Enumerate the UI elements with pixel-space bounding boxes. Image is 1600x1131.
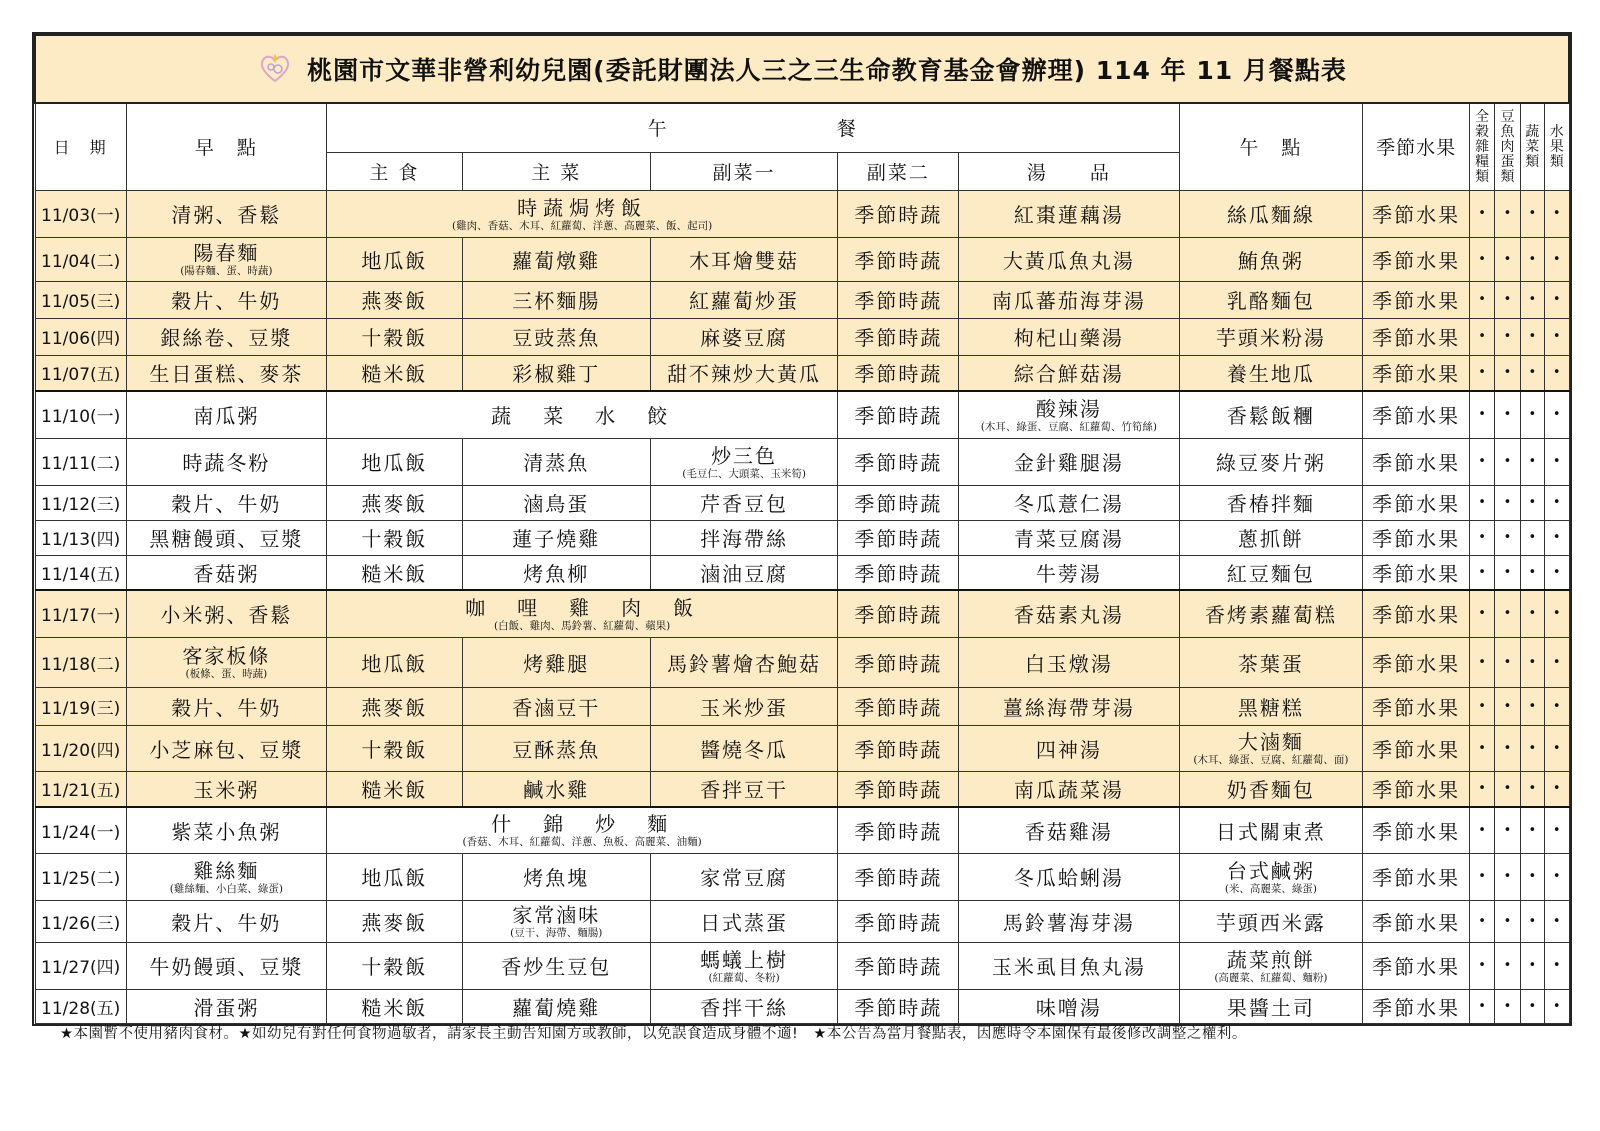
- food-group-dot: •: [1544, 318, 1569, 355]
- cell-snack: 絲瓜麵線: [1179, 190, 1363, 237]
- cell-side2: 季節時蔬: [838, 771, 959, 807]
- cell-snack: 綠豆麥片粥: [1179, 438, 1363, 485]
- cell-snack: 果醬土司: [1179, 989, 1363, 1023]
- food-group-dot: •: [1520, 237, 1544, 281]
- cell-staple: 十穀飯: [326, 318, 462, 355]
- food-group-dot: •: [1469, 900, 1494, 942]
- food-group-dot: •: [1495, 687, 1520, 725]
- cell-side2: 季節時蔬: [838, 391, 959, 438]
- cell-side1: 日式蒸蛋: [650, 900, 838, 942]
- menu-row: [35, 355, 1569, 391]
- cell-snack: 香鬆飯糰: [1179, 391, 1363, 438]
- cell-fruit: 季節水果: [1363, 942, 1470, 989]
- cell-side2: 季節時蔬: [838, 942, 959, 989]
- food-group-dot: •: [1520, 391, 1544, 438]
- cell-date: 11/26(三): [35, 900, 126, 942]
- cell-date: 11/28(五): [35, 989, 126, 1023]
- food-group-dot: •: [1469, 942, 1494, 989]
- cell-breakfast: 黑糖饅頭、豆漿: [126, 520, 326, 555]
- cell-soup: 薑絲海帶芽湯: [959, 687, 1179, 725]
- cell-breakfast: 南瓜粥: [126, 391, 326, 438]
- header-main-dish: 主 菜: [462, 152, 650, 190]
- cell-breakfast: 清粥、香鬆: [126, 190, 326, 237]
- cell-staple: 燕麥飯: [326, 281, 462, 318]
- cell-fruit: 季節水果: [1363, 555, 1470, 590]
- page-title: 桃園市文華非營利幼兒園(委託財團法人三之三生命教育基金會辦理) 114 年 11 月餐點表: [307, 56, 1347, 85]
- cell-main: 清蒸魚: [462, 438, 650, 485]
- food-group-dot: •: [1469, 725, 1494, 771]
- cell-date: 11/19(三): [35, 687, 126, 725]
- cell-soup: 南瓜蔬菜湯: [959, 771, 1179, 807]
- food-group-dot: •: [1495, 637, 1520, 687]
- food-group-dot: •: [1495, 900, 1520, 942]
- menu-row: [35, 942, 1569, 989]
- food-group-dot: •: [1520, 555, 1544, 590]
- cell-side1: 木耳燴雙菇: [650, 237, 838, 281]
- footnote-rights: ★本公告為當月餐點表，因應時令本園保有最後修改調整之權利。: [813, 1026, 1247, 1042]
- header-grains: 全穀雜糧類: [1469, 103, 1494, 190]
- cell-fruit: 季節水果: [1363, 725, 1470, 771]
- cell-side1: 炒三色 (毛豆仁、大頭菜、玉米筍): [650, 438, 838, 485]
- cell-side2: 季節時蔬: [838, 355, 959, 391]
- cell-staple: 十穀飯: [326, 942, 462, 989]
- cell-side2: 季節時蔬: [838, 555, 959, 590]
- cell-date: 11/27(四): [35, 942, 126, 989]
- food-group-dot: •: [1544, 555, 1569, 590]
- menu-row: [35, 590, 1569, 637]
- cell-soup: 南瓜蕃茄海芽湯: [959, 281, 1179, 318]
- food-group-dot: •: [1520, 853, 1544, 900]
- food-group-dot: •: [1544, 281, 1569, 318]
- header-vegetables: 蔬菜類: [1520, 103, 1544, 190]
- food-group-dot: •: [1469, 687, 1494, 725]
- food-group-dot: •: [1544, 485, 1569, 520]
- cell-breakfast: 雞絲麵 (雞絲麵、小白菜、綠蛋): [126, 853, 326, 900]
- cell-breakfast: 生日蛋糕、麥茶: [126, 355, 326, 391]
- cell-fruit: 季節水果: [1363, 853, 1470, 900]
- cell-snack: 鮪魚粥: [1179, 237, 1363, 281]
- cell-breakfast: 穀片、牛奶: [126, 687, 326, 725]
- cell-fruit: 季節水果: [1363, 771, 1470, 807]
- cell-side1: 香拌豆干: [650, 771, 838, 807]
- food-group-dot: •: [1544, 942, 1569, 989]
- cell-side2: 季節時蔬: [838, 190, 959, 237]
- food-group-dot: •: [1469, 281, 1494, 318]
- menu-row: [35, 485, 1569, 520]
- menu-table: [34, 34, 1570, 1024]
- header-date: 日 期: [35, 103, 126, 190]
- cell-fruit: 季節水果: [1363, 438, 1470, 485]
- cell-staple: 地瓜飯: [326, 438, 462, 485]
- cell-snack: 香烤素蘿蔔糕: [1179, 590, 1363, 637]
- cell-snack: 茶葉蛋: [1179, 637, 1363, 687]
- food-group-dot: •: [1544, 687, 1569, 725]
- menu-row: [35, 281, 1569, 318]
- cell-side2: 季節時蔬: [838, 590, 959, 637]
- cell-soup: 四神湯: [959, 725, 1179, 771]
- cell-snack: 乳酪麵包: [1179, 281, 1363, 318]
- cell-soup: 味噌湯: [959, 989, 1179, 1023]
- cell-date: 11/11(二): [35, 438, 126, 485]
- food-group-dot: •: [1495, 190, 1520, 237]
- cell-soup: 冬瓜蛤蜊湯: [959, 853, 1179, 900]
- food-group-dot: •: [1520, 438, 1544, 485]
- cell-date: 11/13(四): [35, 520, 126, 555]
- food-group-dot: •: [1520, 590, 1544, 637]
- cell-breakfast: 穀片、牛奶: [126, 900, 326, 942]
- cell-main: 烤雞腿: [462, 637, 650, 687]
- cell-fruit: 季節水果: [1363, 900, 1470, 942]
- cell-snack: 日式關東煮: [1179, 807, 1363, 853]
- cell-side2: 季節時蔬: [838, 853, 959, 900]
- menu-row: [35, 520, 1569, 555]
- cell-merged: 咖 哩 雞 肉 飯 (白飯、雞肉、馬鈴薯、紅蘿蔔、蘋果): [326, 590, 838, 637]
- cell-soup: 馬鈴薯海芽湯: [959, 900, 1179, 942]
- cell-date: 11/05(三): [35, 281, 126, 318]
- cell-breakfast: 小米粥、香鬆: [126, 590, 326, 637]
- cell-merged: 蔬 菜 水 餃: [326, 391, 838, 438]
- food-group-dot: •: [1495, 555, 1520, 590]
- cell-soup: 玉米虱目魚丸湯: [959, 942, 1179, 989]
- menu-row: [35, 190, 1569, 237]
- food-group-dot: •: [1544, 771, 1569, 807]
- menu-body: [35, 190, 1569, 1023]
- cell-main: 鹹水雞: [462, 771, 650, 807]
- cell-fruit: 季節水果: [1363, 237, 1470, 281]
- cell-side2: 季節時蔬: [838, 807, 959, 853]
- food-group-dot: •: [1469, 853, 1494, 900]
- cell-breakfast: 穀片、牛奶: [126, 281, 326, 318]
- cell-main: 烤魚柳: [462, 555, 650, 590]
- cell-breakfast: 牛奶饅頭、豆漿: [126, 942, 326, 989]
- food-group-dot: •: [1544, 725, 1569, 771]
- cell-date: 11/25(二): [35, 853, 126, 900]
- food-group-dot: •: [1544, 590, 1569, 637]
- cell-soup: 金針雞腿湯: [959, 438, 1179, 485]
- cell-side2: 季節時蔬: [838, 900, 959, 942]
- cell-date: 11/20(四): [35, 725, 126, 771]
- food-group-dot: •: [1520, 355, 1544, 391]
- food-group-dot: •: [1520, 520, 1544, 555]
- cell-breakfast: 客家板條 (板條、蛋、時蔬): [126, 637, 326, 687]
- header-lunch: 午 餐: [326, 103, 1179, 152]
- cell-snack: 大滷麵 (木耳、綠蛋、豆腐、紅蘿蔔、面): [1179, 725, 1363, 771]
- cell-fruit: 季節水果: [1363, 687, 1470, 725]
- cell-breakfast: 玉米粥: [126, 771, 326, 807]
- food-group-dot: •: [1469, 807, 1494, 853]
- menu-row: [35, 900, 1569, 942]
- cell-fruit: 季節水果: [1363, 590, 1470, 637]
- cell-merged: 什 錦 炒 麵 (香菇、木耳、紅蘿蔔、洋蔥、魚板、高麗菜、油麵): [326, 807, 838, 853]
- footnote-allergy: ★本園暫不使用豬肉食材。★如幼兒有對任何食物過敏者，請家長主動告知園方或教師，以免誤食造成身體不適!: [60, 1026, 799, 1042]
- food-group-dot: •: [1495, 438, 1520, 485]
- cell-merged: 時蔬焗烤飯 (雞肉、香菇、木耳、紅蘿蔔、洋蔥、高麗菜、飯、起司): [326, 190, 838, 237]
- menu-row: [35, 687, 1569, 725]
- cell-fruit: 季節水果: [1363, 989, 1470, 1023]
- food-group-dot: •: [1495, 237, 1520, 281]
- food-group-dot: •: [1495, 355, 1520, 391]
- header-breakfast: 早 點: [126, 103, 326, 190]
- food-group-dot: •: [1544, 900, 1569, 942]
- header-staple: 主 食: [326, 152, 462, 190]
- cell-staple: 糙米飯: [326, 555, 462, 590]
- food-group-dot: •: [1495, 391, 1520, 438]
- cell-side2: 季節時蔬: [838, 725, 959, 771]
- cell-side1: 醬燒冬瓜: [650, 725, 838, 771]
- cell-snack: 黑糖糕: [1179, 687, 1363, 725]
- cell-date: 11/18(二): [35, 637, 126, 687]
- cell-side1: 家常豆腐: [650, 853, 838, 900]
- cell-side1: 玉米炒蛋: [650, 687, 838, 725]
- cell-main: 烤魚塊: [462, 853, 650, 900]
- menu-row: [35, 318, 1569, 355]
- cell-breakfast: 時蔬冬粉: [126, 438, 326, 485]
- cell-side1: 拌海帶絲: [650, 520, 838, 555]
- food-group-dot: •: [1520, 637, 1544, 687]
- cell-date: 11/07(五): [35, 355, 126, 391]
- cell-side2: 季節時蔬: [838, 485, 959, 520]
- menu-row: [35, 637, 1569, 687]
- food-group-dot: •: [1469, 771, 1494, 807]
- food-group-dot: •: [1520, 771, 1544, 807]
- header-fruit: 季節水果: [1363, 103, 1470, 190]
- cell-fruit: 季節水果: [1363, 637, 1470, 687]
- food-group-dot: •: [1469, 190, 1494, 237]
- cell-snack: 芋頭西米露: [1179, 900, 1363, 942]
- food-group-dot: •: [1495, 771, 1520, 807]
- cell-date: 11/24(一): [35, 807, 126, 853]
- menu-sheet: [32, 32, 1572, 1026]
- cell-date: 11/03(一): [35, 190, 126, 237]
- cell-main: 滷鳥蛋: [462, 485, 650, 520]
- cell-snack: 養生地瓜: [1179, 355, 1363, 391]
- food-group-dot: •: [1495, 853, 1520, 900]
- menu-row: [35, 771, 1569, 807]
- food-group-dot: •: [1469, 637, 1494, 687]
- heart-flame-logo-icon: [257, 48, 293, 90]
- header-protein: 豆魚肉蛋類: [1495, 103, 1520, 190]
- cell-snack: 奶香麵包: [1179, 771, 1363, 807]
- food-group-dot: •: [1469, 355, 1494, 391]
- cell-main: 香滷豆干: [462, 687, 650, 725]
- food-group-dot: •: [1544, 807, 1569, 853]
- food-group-dot: •: [1544, 989, 1569, 1023]
- cell-soup: 牛蒡湯: [959, 555, 1179, 590]
- cell-staple: 糙米飯: [326, 771, 462, 807]
- food-group-dot: •: [1520, 485, 1544, 520]
- food-group-dot: •: [1520, 687, 1544, 725]
- cell-main: 彩椒雞丁: [462, 355, 650, 391]
- footnotes: [60, 1022, 1257, 1043]
- cell-breakfast: 穀片、牛奶: [126, 485, 326, 520]
- food-group-dot: •: [1544, 237, 1569, 281]
- food-group-dot: •: [1520, 989, 1544, 1023]
- menu-row: [35, 807, 1569, 853]
- cell-snack: 芋頭米粉湯: [1179, 318, 1363, 355]
- cell-breakfast: 香菇粥: [126, 555, 326, 590]
- cell-fruit: 季節水果: [1363, 190, 1470, 237]
- menu-row: [35, 555, 1569, 590]
- food-group-dot: •: [1520, 190, 1544, 237]
- cell-soup: 白玉燉湯: [959, 637, 1179, 687]
- menu-row: [35, 725, 1569, 771]
- cell-soup: 酸辣湯 (木耳、綠蛋、豆腐、紅蘿蔔、竹筍絲): [959, 391, 1179, 438]
- header-side1: 副菜一: [650, 152, 838, 190]
- cell-breakfast: 滑蛋粥: [126, 989, 326, 1023]
- food-group-dot: •: [1495, 725, 1520, 771]
- header-soup: 湯 品: [959, 152, 1179, 190]
- cell-staple: 糙米飯: [326, 355, 462, 391]
- food-group-dot: •: [1520, 807, 1544, 853]
- food-group-dot: •: [1544, 355, 1569, 391]
- cell-fruit: 季節水果: [1363, 318, 1470, 355]
- food-group-dot: •: [1495, 989, 1520, 1023]
- cell-soup: 枸杞山藥湯: [959, 318, 1179, 355]
- cell-side1: 紅蘿蔔炒蛋: [650, 281, 838, 318]
- header-side2: 副菜二: [838, 152, 959, 190]
- cell-staple: 地瓜飯: [326, 237, 462, 281]
- cell-staple: 十穀飯: [326, 725, 462, 771]
- cell-side2: 季節時蔬: [838, 520, 959, 555]
- food-group-dot: •: [1544, 853, 1569, 900]
- cell-date: 11/21(五): [35, 771, 126, 807]
- food-group-dot: •: [1520, 942, 1544, 989]
- menu-row: [35, 237, 1569, 281]
- cell-breakfast: 紫菜小魚粥: [126, 807, 326, 853]
- food-group-dot: •: [1469, 438, 1494, 485]
- food-group-dot: •: [1520, 281, 1544, 318]
- food-group-dot: •: [1495, 520, 1520, 555]
- food-group-dot: •: [1469, 318, 1494, 355]
- cell-main: 豆酥蒸魚: [462, 725, 650, 771]
- food-group-dot: •: [1520, 725, 1544, 771]
- title-bar: [35, 35, 1569, 103]
- food-group-dot: •: [1544, 520, 1569, 555]
- cell-breakfast: 銀絲卷、豆漿: [126, 318, 326, 355]
- cell-staple: 燕麥飯: [326, 485, 462, 520]
- cell-fruit: 季節水果: [1363, 485, 1470, 520]
- cell-soup: 香菇雞湯: [959, 807, 1179, 853]
- cell-side1: 麻婆豆腐: [650, 318, 838, 355]
- cell-side1: 馬鈴薯燴杏鮑菇: [650, 637, 838, 687]
- cell-soup: 綜合鮮菇湯: [959, 355, 1179, 391]
- food-group-dot: •: [1495, 318, 1520, 355]
- menu-row: [35, 853, 1569, 900]
- cell-date: 11/17(一): [35, 590, 126, 637]
- cell-main: 蓮子燒雞: [462, 520, 650, 555]
- cell-main: 三杯麵腸: [462, 281, 650, 318]
- cell-side2: 季節時蔬: [838, 318, 959, 355]
- cell-snack: 紅豆麵包: [1179, 555, 1363, 590]
- cell-soup: 大黃瓜魚丸湯: [959, 237, 1179, 281]
- cell-fruit: 季節水果: [1363, 807, 1470, 853]
- food-group-dot: •: [1495, 281, 1520, 318]
- cell-staple: 地瓜飯: [326, 853, 462, 900]
- food-group-dot: •: [1520, 318, 1544, 355]
- menu-row: [35, 391, 1569, 438]
- cell-side1: 香拌干絲: [650, 989, 838, 1023]
- header-snack: 午 點: [1179, 103, 1363, 190]
- cell-side1: 滷油豆腐: [650, 555, 838, 590]
- food-group-dot: •: [1495, 807, 1520, 853]
- cell-soup: 冬瓜薏仁湯: [959, 485, 1179, 520]
- cell-side2: 季節時蔬: [838, 438, 959, 485]
- food-group-dot: •: [1544, 438, 1569, 485]
- cell-date: 11/06(四): [35, 318, 126, 355]
- cell-staple: 十穀飯: [326, 520, 462, 555]
- cell-side2: 季節時蔬: [838, 989, 959, 1023]
- menu-row: [35, 989, 1569, 1023]
- cell-date: 11/04(二): [35, 237, 126, 281]
- food-group-dot: •: [1469, 989, 1494, 1023]
- cell-side1: 甜不辣炒大黃瓜: [650, 355, 838, 391]
- cell-main: 家常滷味 (豆干、海帶、麵腸): [462, 900, 650, 942]
- cell-main: 香炒生豆包: [462, 942, 650, 989]
- cell-staple: 燕麥飯: [326, 900, 462, 942]
- cell-breakfast: 陽春麵 (陽春麵、蛋、時蔬): [126, 237, 326, 281]
- cell-soup: 香菇素丸湯: [959, 590, 1179, 637]
- cell-staple: 糙米飯: [326, 989, 462, 1023]
- food-group-dot: •: [1495, 590, 1520, 637]
- food-group-dot: •: [1469, 520, 1494, 555]
- cell-fruit: 季節水果: [1363, 520, 1470, 555]
- cell-snack: 蔬菜煎餅 (高麗菜、紅蘿蔔、麵粉): [1179, 942, 1363, 989]
- cell-date: 11/12(三): [35, 485, 126, 520]
- cell-fruit: 季節水果: [1363, 391, 1470, 438]
- cell-breakfast: 小芝麻包、豆漿: [126, 725, 326, 771]
- food-group-dot: •: [1544, 391, 1569, 438]
- cell-side2: 季節時蔬: [838, 237, 959, 281]
- food-group-dot: •: [1544, 190, 1569, 237]
- food-group-dot: •: [1469, 555, 1494, 590]
- cell-soup: 青菜豆腐湯: [959, 520, 1179, 555]
- food-group-dot: •: [1495, 942, 1520, 989]
- cell-main: 蘿蔔燒雞: [462, 989, 650, 1023]
- cell-side1: 螞蟻上樹 (紅蘿蔔、冬粉): [650, 942, 838, 989]
- food-group-dot: •: [1469, 391, 1494, 438]
- header-fruits-group: 水果類: [1544, 103, 1569, 190]
- food-group-dot: •: [1469, 590, 1494, 637]
- menu-row: [35, 438, 1569, 485]
- food-group-dot: •: [1469, 485, 1494, 520]
- cell-date: 11/14(五): [35, 555, 126, 590]
- cell-side2: 季節時蔬: [838, 637, 959, 687]
- cell-main: 豆豉蒸魚: [462, 318, 650, 355]
- cell-main: 蘿蔔燉雞: [462, 237, 650, 281]
- food-group-dot: •: [1544, 637, 1569, 687]
- food-group-dot: •: [1469, 237, 1494, 281]
- cell-snack: 蔥抓餅: [1179, 520, 1363, 555]
- cell-date: 11/10(一): [35, 391, 126, 438]
- cell-snack: 台式鹹粥 (米、高麗菜、綠蛋): [1179, 853, 1363, 900]
- cell-side2: 季節時蔬: [838, 687, 959, 725]
- food-group-dot: •: [1495, 485, 1520, 520]
- food-group-dot: •: [1520, 900, 1544, 942]
- cell-soup: 紅棗蓮藕湯: [959, 190, 1179, 237]
- cell-fruit: 季節水果: [1363, 281, 1470, 318]
- cell-staple: 燕麥飯: [326, 687, 462, 725]
- cell-fruit: 季節水果: [1363, 355, 1470, 391]
- cell-snack: 香椿拌麵: [1179, 485, 1363, 520]
- cell-side1: 芹香豆包: [650, 485, 838, 520]
- cell-side2: 季節時蔬: [838, 281, 959, 318]
- cell-staple: 地瓜飯: [326, 637, 462, 687]
